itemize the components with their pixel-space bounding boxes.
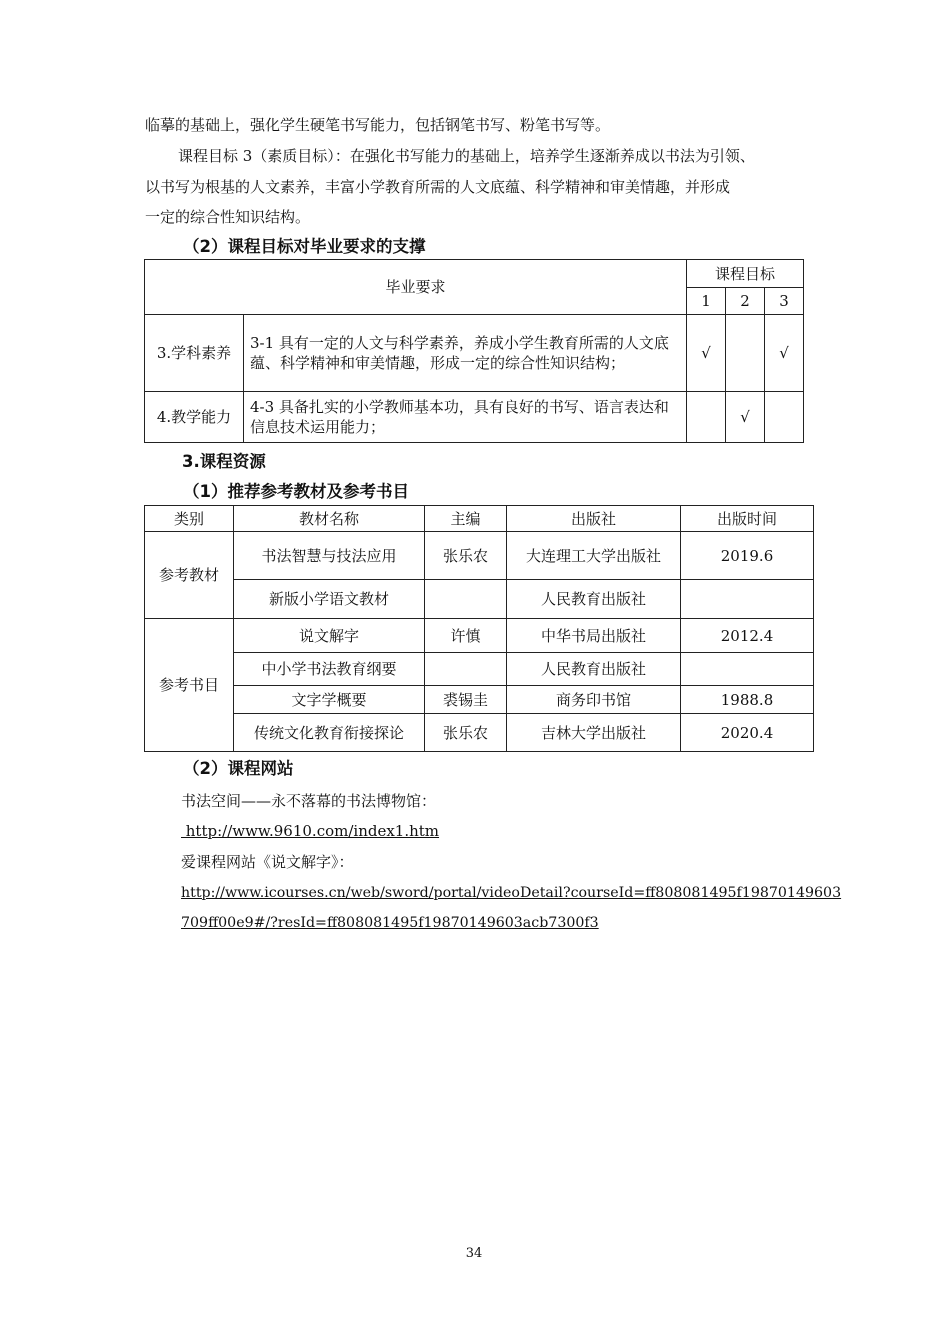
section-heading-support: （2）课程目标对毕业要求的支撑 [183, 237, 426, 256]
group-books: 参考书目 [145, 619, 234, 752]
check-cell: √ [726, 392, 765, 443]
support-table [144, 259, 804, 443]
check-cell: √ [765, 315, 804, 392]
col-header: 出版时间 [681, 506, 814, 532]
goal-num: 3 [765, 288, 804, 315]
req-category: 4.教学能力 [145, 392, 244, 443]
paragraph-line: 以书写为根基的人文素养，丰富小学教育所需的人文底蕴、科学精神和审美情趣，并形成 [145, 178, 731, 196]
section-heading-resources: 3.课程资源 [182, 452, 266, 471]
book-name: 书法智慧与技法应用 [234, 532, 425, 580]
book-publisher: 商务印书馆 [507, 686, 681, 714]
check-cell: √ [687, 315, 726, 392]
book-editor: 许慎 [425, 619, 507, 653]
paragraph-line: 一定的综合性知识结构。 [145, 208, 311, 226]
website-link[interactable]: http://www.9610.com/index1.htm [181, 822, 440, 840]
col-header: 类别 [145, 506, 234, 532]
website-label: 爱课程网站《说文解字》： [181, 853, 354, 871]
header-graduation-req: 毕业要求 [145, 260, 687, 315]
subsection-heading-books: （1）推荐参考教材及参考书目 [183, 482, 409, 501]
book-editor: 张乐农 [425, 714, 507, 752]
check-cell [726, 315, 765, 392]
book-publisher: 吉林大学出版社 [507, 714, 681, 752]
check-cell [765, 392, 804, 443]
book-date: 2012.4 [681, 619, 814, 653]
book-publisher: 中华书局出版社 [507, 619, 681, 653]
req-description: 3-1 具有一定的人文与科学素养，养成小学生教育所需的人文底蕴、科学精神和审美情趣，形成一定的综合性知识结构； [244, 315, 687, 392]
book-publisher: 人民教育出版社 [507, 653, 681, 686]
book-name: 新版小学语文教材 [234, 580, 425, 619]
book-editor [425, 580, 507, 619]
req-category: 3.学科素养 [145, 315, 244, 392]
book-publisher: 人民教育出版社 [507, 580, 681, 619]
goal-num: 2 [726, 288, 765, 315]
website-link[interactable]: 709ff00e9#/?resId=ff808081495f19870149603acb7300f3 [181, 915, 599, 931]
book-date [681, 580, 814, 619]
website-label: 书法空间——永不落幕的书法博物馆： [181, 792, 437, 810]
group-textbook: 参考教材 [145, 532, 234, 619]
goal-num: 1 [687, 288, 726, 315]
page-number: 34 [465, 1246, 483, 1261]
book-date: 2019.6 [681, 532, 814, 580]
book-date: 2020.4 [681, 714, 814, 752]
col-header: 主编 [425, 506, 507, 532]
book-name: 传统文化教育衔接探论 [234, 714, 425, 752]
book-editor [425, 653, 507, 686]
book-editor: 张乐农 [425, 532, 507, 580]
col-header: 出版社 [507, 506, 681, 532]
books-table [144, 505, 814, 752]
subsection-heading-websites: （2）课程网站 [183, 759, 294, 778]
paragraph-line: 临摹的基础上，强化学生硬笔书写能力，包括钢笔书写、粉笔书写等。 [145, 116, 611, 134]
req-description: 4-3 具备扎实的小学教师基本功，具有良好的书写、语言表达和信息技术运用能力； [244, 392, 687, 443]
paragraph-line: 课程目标 3（素质目标）：在强化书写能力的基础上，培养学生逐渐养成以书法为引领、 [178, 147, 755, 165]
col-header: 教材名称 [234, 506, 425, 532]
book-name: 中小学书法教育纲要 [234, 653, 425, 686]
book-date [681, 653, 814, 686]
header-course-goal: 课程目标 [687, 260, 804, 288]
website-link[interactable]: http://www.icourses.cn/web/sword/portal/videoDetail?courseId=ff808081495f19870149603 [181, 885, 842, 901]
book-publisher: 大连理工大学出版社 [507, 532, 681, 580]
book-editor: 裘锡圭 [425, 686, 507, 714]
check-cell [687, 392, 726, 443]
book-name: 文字学概要 [234, 686, 425, 714]
book-date: 1988.8 [681, 686, 814, 714]
book-name: 说文解字 [234, 619, 425, 653]
